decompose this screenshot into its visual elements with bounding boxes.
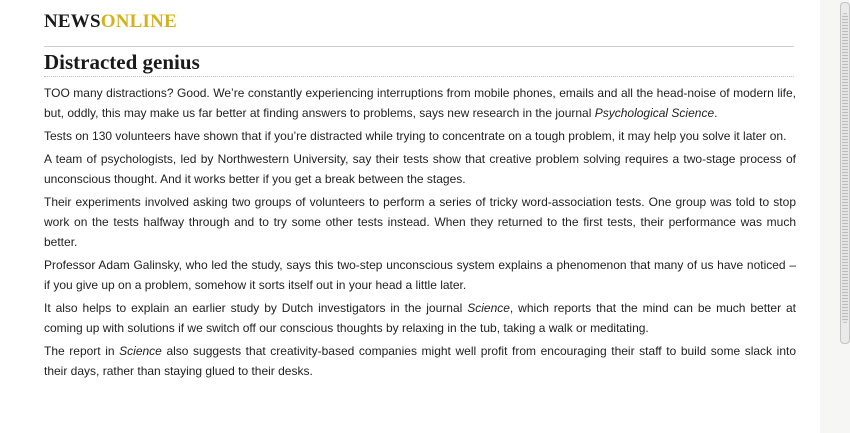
masthead-news: NEWS — [44, 11, 101, 32]
article-paragraph-5: Professor Adam Galinsky, who led the study, says this two-step unconscious system explains a phenomenon that many of us have noticed – if you give up on a problem, somehow it sorts itself out in your head a little later. — [44, 258, 796, 292]
vertical-scrollbar[interactable] — [840, 2, 850, 344]
journal-name: Psychological Science — [594, 106, 715, 120]
masthead-online: ONLINE — [100, 11, 177, 32]
article-paragraph-1: TOO many distractions? Good. We’re constantly experiencing interruptions from mobile phones, emails and all the head-noise of modern life, but, oddly, this may make us far better at finding answers to problems, says new research in the journal Psychological Science. — [44, 86, 796, 120]
article-paragraph-7: The report in Science also suggests that creativity-based companies might well profit from encouraging their staff to build some slack into their days, rather than staying glued to their desks. — [44, 344, 796, 378]
headline-divider — [44, 76, 794, 77]
article-headline: Distracted genius — [44, 50, 200, 74]
article-paragraph-3: A team of psychologists, led by Northwestern University, say their tests show that creative problem solving requires a two-stage process of unconscious thought. And it works better if you get a break between the stages. — [44, 152, 796, 186]
journal-name: Science — [467, 301, 510, 315]
masthead-divider — [44, 46, 794, 47]
article-body — [44, 83, 796, 384]
article-paragraph-2: Tests on 130 volunteers have shown that if you’re distracted while trying to concentrate on a tough problem, it may help you solve it later on. — [44, 129, 787, 143]
scrollbar-thumb[interactable] — [842, 13, 848, 323]
journal-name: Science — [119, 344, 162, 358]
article-paragraph-6: It also helps to explain an earlier study by Dutch investigators in the journal Science, which reports that the mind can be much better at coming up with solutions if we switch off our conscious thoughts by relaxing in the tub, taking a walk or meditating. — [44, 301, 797, 335]
article-paragraph-4: Their experiments involved asking two groups of volunteers to perform a series of tricky word-association tests. One group was told to stop work on the tests halfway through and to try some other tests instead. When they returned to the first tests, their performance was much better. — [44, 195, 796, 249]
masthead-logo — [44, 10, 177, 34]
